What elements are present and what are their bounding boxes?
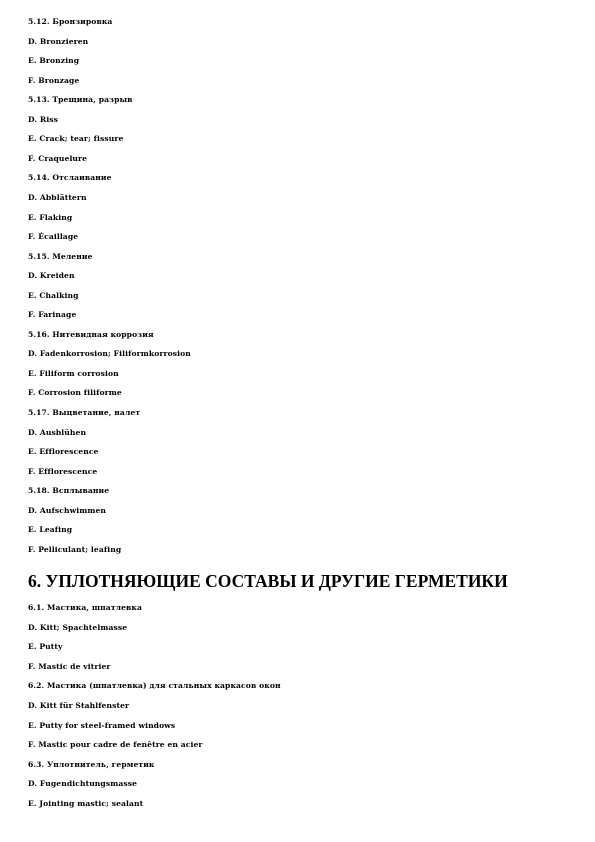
- term-translation: E. Flaking: [28, 212, 73, 222]
- term-heading: 5.16. Нитевидная коррозия: [28, 329, 154, 339]
- term-heading: 5.18. Всплывание: [28, 486, 110, 496]
- term-translation: F. Farinage: [28, 310, 77, 320]
- term-translation: E. Bronzing: [28, 56, 80, 66]
- term-translation: F. Bronzage: [28, 75, 80, 85]
- term-translation: D. Kitt für Stahlfenster: [28, 701, 130, 710]
- term-translation: E. Filiform corrosion: [28, 368, 119, 378]
- term-translation: E. Putty for steel-framed windows: [28, 720, 176, 730]
- term-translation: E. Putty: [28, 642, 63, 652]
- term-heading: 5.12. Бронзировка: [28, 17, 113, 26]
- term-translation: D. Riss: [28, 114, 59, 124]
- term-translation: E. Leafing: [28, 525, 73, 535]
- term-translation: D. Fadenkorrosion; Filiformkorrosion: [28, 349, 191, 359]
- term-heading: 6.1. Мастика, шпатлевка: [28, 603, 142, 612]
- term-translation: F. Mastic pour cadre de fenêtre en acier: [28, 740, 203, 750]
- term-translation: D. Fugendichtungsmasse: [28, 779, 138, 789]
- term-translation: D. Ausblühen: [28, 427, 87, 437]
- term-heading: 5.15. Меление: [28, 251, 93, 261]
- term-translation: F. Craquelure: [28, 153, 88, 163]
- term-heading: 5.17. Выцветание, налет: [28, 408, 141, 417]
- term-translation: E. Crack; tear; fissure: [28, 134, 124, 144]
- term-translation: D. Bronzieren: [28, 36, 89, 46]
- term-heading: 6.2. Мастика (шпатлевка) для стальных каркасов окон: [28, 681, 281, 691]
- term-translation: F. Corrosion filiforme: [28, 388, 122, 398]
- section-6-heading: 6. УПЛОТНЯЮЩИЕ СОСТАВЫ И ДРУГИЕ ГЕРМЕТИКИ: [28, 571, 508, 591]
- term-translation: F. Pelliculant; leafing: [28, 544, 122, 554]
- term-translation: E. Chalking: [28, 290, 79, 300]
- term-translation: D. Kreiden: [28, 271, 75, 281]
- term-translation: D. Kitt; Spachtelmasse: [28, 622, 128, 632]
- term-heading: 6.3. Уплотнитель, герметик: [28, 759, 155, 769]
- term-translation: F. Efflorescence: [28, 466, 98, 476]
- term-translation: E. Efflorescence: [28, 447, 99, 457]
- term-heading: 5.14. Отслаивание: [28, 173, 112, 183]
- term-heading: 5.13. Трещина, разрыв: [28, 95, 133, 105]
- term-translation: F. Mastic de vitrier: [28, 661, 111, 671]
- term-translation: F. Écaillage: [28, 232, 79, 242]
- term-translation: E. Jointing mastic; sealant: [28, 799, 144, 808]
- term-translation: D. Aufschwimmen: [28, 505, 107, 515]
- term-translation: D. Abblättern: [28, 192, 87, 202]
